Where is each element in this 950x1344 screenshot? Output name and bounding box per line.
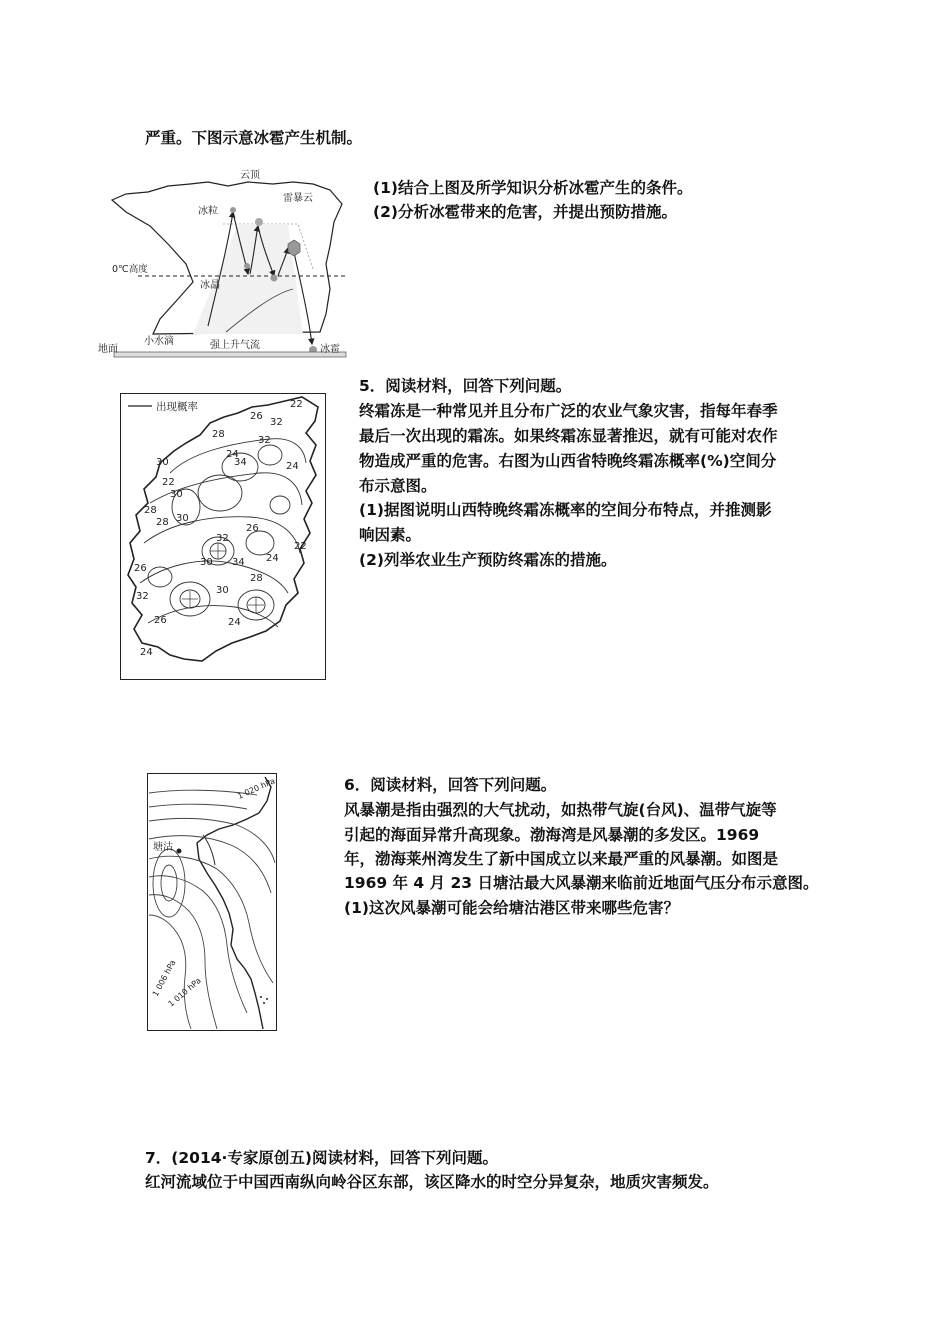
label-thundercloud: 雷暴云 <box>283 193 313 204</box>
svg-text:30: 30 <box>216 585 229 596</box>
svg-text:32: 32 <box>258 435 271 446</box>
svg-text:28: 28 <box>250 573 263 584</box>
label-ice-grain: 冰粒 <box>198 206 218 217</box>
svg-text:28: 28 <box>156 517 169 528</box>
label-zero-height: 0℃高度 <box>112 264 148 275</box>
svg-text:24: 24 <box>226 449 239 460</box>
svg-text:32: 32 <box>270 417 283 428</box>
intro-line: 严重。下图示意冰雹产生机制。 <box>145 129 363 147</box>
svg-text:28: 28 <box>144 505 157 516</box>
ground-strip <box>114 352 346 357</box>
svg-text:30: 30 <box>200 557 213 568</box>
station-dot <box>177 849 182 854</box>
svg-text:32: 32 <box>216 533 229 544</box>
q5-body-line: 布示意图。 <box>359 477 437 495</box>
svg-text:24: 24 <box>140 647 153 658</box>
svg-text:26: 26 <box>134 563 147 574</box>
q6-body-line: 引起的海面异常升高现象。渤海湾是风暴潮的多发区。1969 <box>344 826 760 844</box>
q7-body: 红河流域位于中国西南纵向岭谷区东部，该区降水的时空分异复杂，地质灾害频发。 <box>145 1173 719 1191</box>
q4-sub1: (1)结合上图及所学知识分析冰雹产生的条件。 <box>373 179 693 197</box>
svg-text:28: 28 <box>212 429 225 440</box>
map-frame <box>148 774 277 1031</box>
surface-pressure-map <box>147 773 277 1031</box>
q5-body-line: 最后一次出现的霜冻。如果终霜冻显著推迟，就有可能对农作 <box>359 427 778 445</box>
svg-text:32: 32 <box>136 591 149 602</box>
svg-text:26: 26 <box>154 615 167 626</box>
q6-heading: 6．阅读材料，回答下列问题。 <box>344 776 557 794</box>
q7-heading: 7．(2014·专家原创五)阅读材料，回答下列问题。 <box>145 1149 498 1167</box>
legend-label: 出现概率 <box>156 401 198 413</box>
q5-sub1-line: (1)据图说明山西特晚终霜冻概率的空间分布特点，并推测影 <box>359 501 772 519</box>
q5-sub2: (2)列举农业生产预防终霜冻的措施。 <box>359 551 617 569</box>
q5-body-line: 终霜冻是一种常见并且分布广泛的农业气象灾害，指每年春季 <box>359 402 778 420</box>
svg-text:24: 24 <box>228 617 241 628</box>
svg-text:30: 30 <box>156 457 169 468</box>
station-label: 塘沽 <box>153 842 173 853</box>
svg-text:22: 22 <box>294 541 307 552</box>
q5-body-line: 物造成严重的危害。右图为山西省特晚终霜冻概率(%)空间分 <box>359 452 777 470</box>
q6-body-line: 1969 年 4 月 23 日塘沽最大风暴潮来临前近地面气压分布示意图。 <box>344 874 819 892</box>
hail-mechanism-figure <box>98 164 350 364</box>
ice-grain-dot <box>230 207 236 213</box>
svg-text:34: 34 <box>234 457 247 468</box>
svg-text:34: 34 <box>232 557 245 568</box>
isobar-label: 1 020 hPa <box>236 776 277 801</box>
q5-sub1-line: 响因素。 <box>359 526 422 544</box>
label-water-droplet: 小水滴 <box>144 336 174 347</box>
label-hail: 冰雹 <box>320 344 340 355</box>
svg-text:22: 22 <box>290 399 303 410</box>
q6-body-line: 年，渤海莱州湾发生了新中国成立以来最严重的风暴潮。如图是 <box>344 850 779 868</box>
isobar-label: 1 010 hPa <box>166 975 203 1009</box>
svg-text:30: 30 <box>170 489 183 500</box>
label-ground: 地面 <box>98 344 118 355</box>
q6-sub1: (1)这次风暴潮可能会给塘沽港区带来哪些危害？ <box>344 899 679 917</box>
label-cloud-top: 云顶 <box>240 170 260 181</box>
q5-heading: 5．阅读材料，回答下列问题。 <box>359 377 572 395</box>
svg-text:24: 24 <box>286 461 299 472</box>
label-updraft: 强上升气流 <box>210 340 260 351</box>
isobar-label: 1 006 hPa <box>150 958 178 998</box>
frost-probability-map <box>120 393 326 680</box>
q4-sub2: (2)分析冰雹带来的危害，并提出预防措施。 <box>373 203 677 221</box>
svg-text:26: 26 <box>250 411 263 422</box>
svg-text:26: 26 <box>246 523 259 534</box>
svg-text:30: 30 <box>176 513 189 524</box>
svg-text:24: 24 <box>266 553 279 564</box>
q6-body-line: 风暴潮是指由强烈的大气扰动，如热带气旋(台风)、温带气旋等 <box>344 801 777 819</box>
label-ice-crystal: 冰晶 <box>200 280 220 291</box>
svg-text:22: 22 <box>162 477 175 488</box>
